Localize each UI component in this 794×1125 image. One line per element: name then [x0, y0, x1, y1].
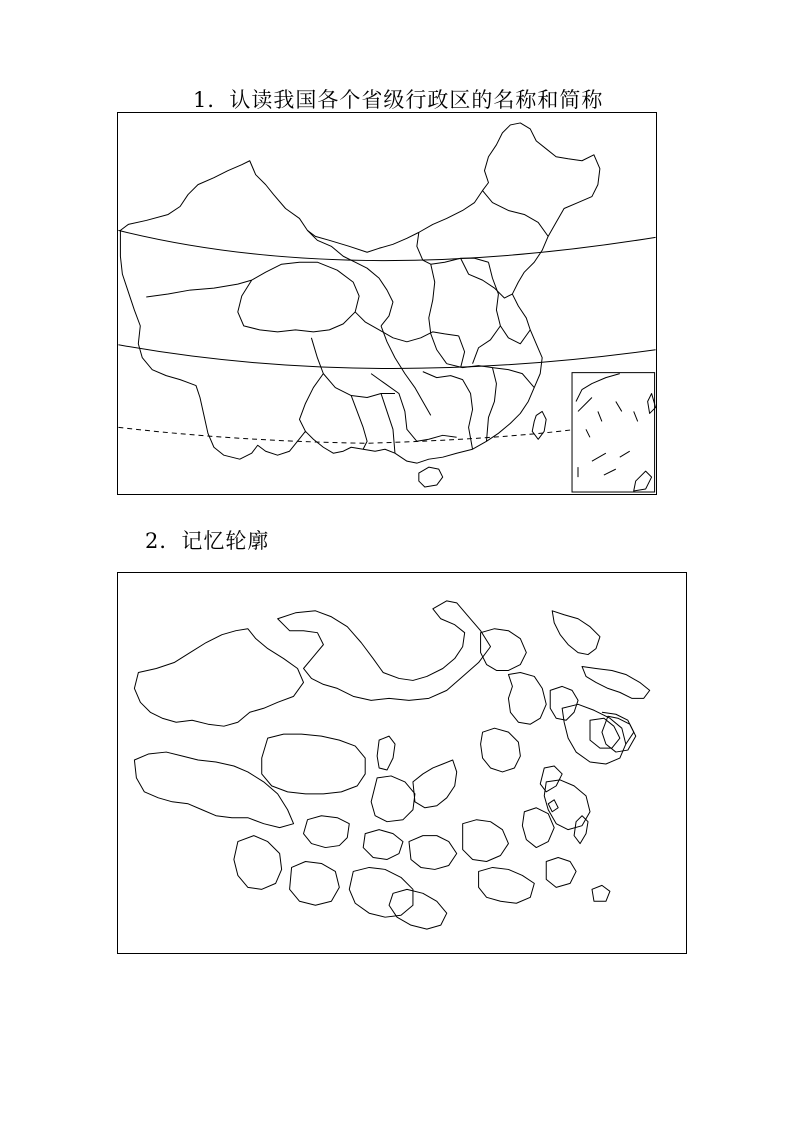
outline-henan [540, 766, 562, 792]
outline-hk [548, 800, 558, 812]
outline-ningxia [377, 736, 395, 770]
section-2-title: 2．记忆轮廓 [145, 529, 270, 553]
latitude-line-middle [118, 345, 655, 369]
outline-guangxi [349, 867, 413, 917]
outline-fujian [544, 780, 590, 830]
outline-chongqing [363, 830, 403, 860]
outline-gansu [371, 776, 415, 822]
outline-anhui [602, 716, 636, 752]
outline-small-island [592, 885, 610, 901]
outline-shandong [562, 704, 626, 764]
outline-taiwan [574, 816, 588, 844]
outline-hainan [546, 858, 576, 888]
outline-jilin [582, 667, 650, 699]
national-border [120, 123, 599, 463]
outline-hunan [463, 820, 509, 862]
outline-tibet [134, 752, 293, 828]
outline-shanxi [481, 728, 521, 772]
latitude-line-north [118, 230, 655, 260]
outline-guizhou [290, 861, 340, 905]
outline-tianjin [550, 686, 578, 720]
section-1-title: 1．认读我国各个省级行政区的名称和简称 [193, 88, 604, 112]
taiwan-island [532, 411, 546, 439]
outline-yunnan [234, 836, 282, 890]
outline-guangdong [389, 889, 447, 929]
outline-jiangxi [522, 808, 554, 848]
province-outlines-panel [117, 572, 687, 954]
outline-gansu-strip [479, 867, 535, 903]
outline-liaoning [481, 629, 527, 671]
outline-inner-mongolia [278, 601, 491, 700]
outline-hubei [409, 836, 457, 870]
china-province-map [117, 112, 657, 495]
outline-sichuan [304, 816, 350, 848]
outline-qinghai [262, 734, 365, 794]
outline-xinjiang [134, 629, 303, 726]
hainan-island [419, 467, 443, 487]
tropic-of-cancer-line [118, 427, 576, 443]
outline-shaanxi [413, 760, 457, 808]
outline-heilongjiang [552, 611, 600, 655]
outline-beijing-hebei [508, 672, 546, 724]
scattered-province-outlines [118, 573, 686, 953]
china-province-outline-map [118, 113, 656, 494]
